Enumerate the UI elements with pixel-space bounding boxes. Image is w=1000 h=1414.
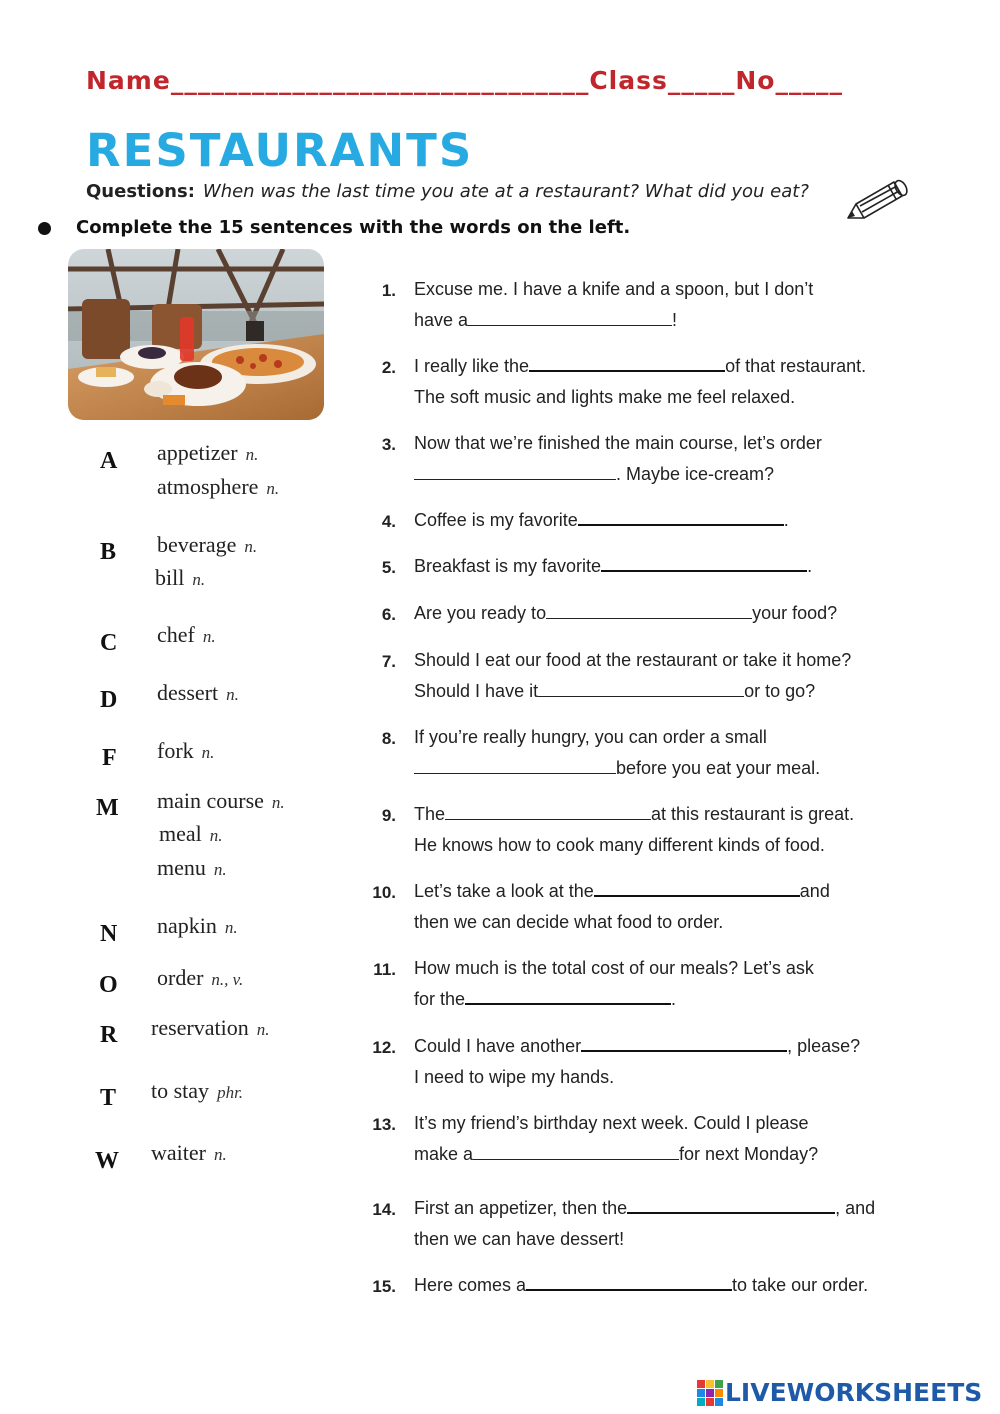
sentence-1-line-2: have a ! [414, 310, 678, 330]
answer-blank-12[interactable] [581, 1036, 787, 1052]
letter-t: T [100, 1085, 117, 1111]
letter-b: B [100, 539, 117, 565]
answer-blank-15[interactable] [526, 1275, 732, 1291]
letter-d: D [100, 687, 118, 713]
answer-blank-2[interactable] [529, 356, 725, 372]
letter-w: W [95, 1148, 119, 1174]
answer-blank-6[interactable] [546, 604, 752, 619]
student-info-row [86, 66, 843, 95]
logo-text: LIVEWORKSHEETS [725, 1378, 983, 1407]
word-menu: menu n. [157, 855, 227, 880]
class-label: Class [589, 66, 668, 95]
letter-r: R [100, 1022, 118, 1048]
letter-a: A [100, 448, 118, 474]
letter-c: C [100, 630, 118, 656]
name-field[interactable]: _______________________________ [170, 66, 590, 95]
pencil-icon [842, 174, 910, 224]
sentence-13-line-2: make a for next Monday? [414, 1144, 819, 1164]
sentence-10-line-2: then we can decide what food to order. [414, 912, 724, 932]
sentence-number: 5. [381, 558, 396, 577]
sentence-7-line-2: Should I have it or to go? [414, 681, 816, 701]
answer-blank-13[interactable] [473, 1145, 679, 1160]
no-field[interactable]: _____ [775, 66, 843, 95]
sentence-15-line-1: Here comes a to take our order. [414, 1275, 869, 1295]
sentence-number: 7. [381, 652, 396, 671]
sentence-9-line-2: He knows how to cook many different kinds of food. [414, 835, 825, 855]
answer-blank-10[interactable] [594, 881, 800, 897]
word-dessert: dessert n. [157, 680, 239, 705]
sentence-7-line-1: Should I eat our food at the restaurant or take it home? [414, 650, 852, 670]
sentence-number: 2. [381, 358, 396, 377]
sentence-number: 15. [372, 1277, 396, 1296]
sentence-14-line-2: then we can have dessert! [414, 1229, 625, 1249]
letter-o: O [99, 972, 118, 998]
sentence-4-line-1: Coffee is my favorite . [414, 510, 789, 530]
sentence-5-line-1: Breakfast is my favorite . [414, 556, 813, 576]
sentence-12-line-2: I need to wipe my hands. [414, 1067, 615, 1087]
no-label: No [735, 66, 776, 95]
answer-blank-1[interactable] [468, 311, 672, 326]
sentence-number: 6. [381, 605, 396, 624]
answer-blank-5[interactable] [601, 556, 807, 572]
warmup-questions [86, 181, 809, 202]
word-reservation: reservation n. [151, 1015, 270, 1040]
sentence-3-line-2: . Maybe ice-cream? [414, 464, 774, 485]
questions-label: Questions: [86, 181, 195, 202]
sentence-number: 8. [381, 729, 396, 748]
word-chef: chef n. [157, 622, 216, 647]
answer-blank-11[interactable] [465, 989, 671, 1005]
letter-m: M [96, 795, 119, 821]
word-to-stay: to stay phr. [151, 1078, 244, 1103]
answer-blank-3[interactable] [414, 465, 616, 480]
sentence-number: 9. [381, 806, 396, 825]
answer-blank-9[interactable] [445, 805, 651, 820]
answer-blank-7[interactable] [538, 682, 744, 697]
sentence-3-line-1: Now that we’re finished the main course, let’s order [414, 433, 822, 453]
sentence-2-line-2: The soft music and lights make me feel relaxed. [414, 387, 796, 407]
liveworksheets-logo-icon [697, 1380, 723, 1406]
sentence-10-line-1: Let’s take a look at the and [414, 881, 830, 901]
sentence-number: 10. [372, 883, 396, 902]
sentence-14-line-1: First an appetizer, then the , and [414, 1198, 876, 1218]
word-napkin: napkin n. [157, 913, 238, 938]
sentence-8-line-2: before you eat your meal. [414, 758, 820, 779]
questions-text: When was the last time you ate at a restaurant? What did you eat? [202, 181, 809, 202]
word-beverage: beverage n. [157, 532, 258, 557]
answer-blank-4[interactable] [578, 510, 784, 526]
sentence-11-line-1: How much is the total cost of our meals? Let’s ask [414, 958, 814, 978]
sentence-6-line-1: Are you ready to your food? [414, 603, 838, 623]
word-bill: bill n. [155, 565, 206, 590]
sentence-number: 4. [381, 512, 396, 531]
letter-f: F [102, 745, 117, 771]
class-field[interactable]: _____ [667, 66, 736, 95]
word-atmosphere: atmosphere n. [157, 474, 280, 499]
sentence-number: 3. [381, 435, 396, 454]
instruction-text: Complete the 15 sentences with the words on the left. [76, 217, 631, 238]
sentence-number: 1. [381, 281, 396, 300]
sentence-9-line-1: The at this restaurant is great. [414, 804, 855, 824]
restaurant-photo [68, 249, 324, 420]
answer-blank-14[interactable] [627, 1198, 835, 1214]
sentence-number: 14. [372, 1200, 396, 1219]
sentence-number: 13. [372, 1115, 396, 1134]
sentence-12-line-1: Could I have another , please? [414, 1036, 861, 1056]
liveworksheets-logo[interactable] [697, 1378, 982, 1410]
word-order: order n., v. [157, 965, 244, 990]
sentence-13-line-1: It’s my friend’s birthday next week. Could I please [414, 1113, 809, 1133]
word-meal: meal n. [159, 821, 223, 846]
word-appetizer: appetizer n. [157, 440, 259, 465]
sentence-number: 11. [373, 960, 396, 979]
page-title: RESTAURANTS [86, 124, 474, 177]
letter-n: N [100, 921, 118, 947]
name-label: Name [86, 66, 171, 95]
sentence-2-line-1: I really like the of that restaurant. [414, 356, 867, 376]
sentence-11-line-2: for the . [414, 989, 677, 1009]
word-fork: fork n. [157, 738, 215, 763]
sentence-number: 12. [372, 1038, 396, 1057]
sentence-8-line-1: If you’re really hungry, you can order a small [414, 727, 767, 747]
word-waiter: waiter n. [151, 1140, 227, 1165]
sentence-1-line-1: Excuse me. I have a knife and a spoon, but I don’t [414, 279, 814, 299]
word-main-course: main course n. [157, 788, 285, 813]
bullet-icon [38, 222, 51, 235]
answer-blank-8[interactable] [414, 759, 616, 774]
